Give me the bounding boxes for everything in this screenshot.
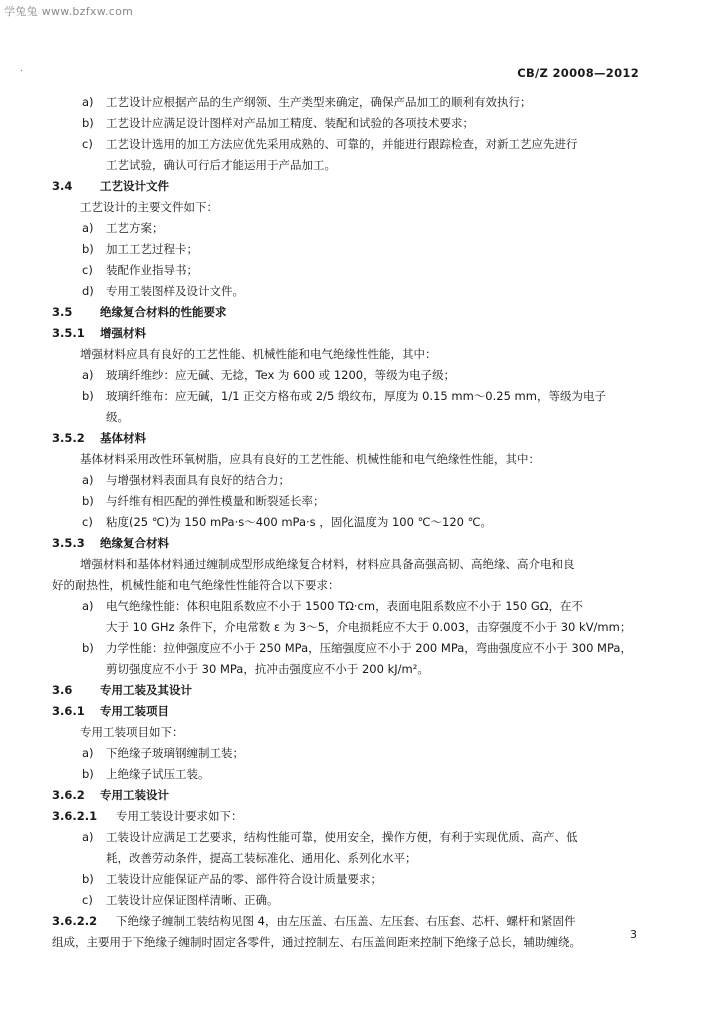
list-item-continuation: 剪切强度应不小于 30 MPa，抗冲击强度应不小于 200 kJ/m²。 — [106, 662, 429, 676]
section-paragraph-3-6-2-2: 3.6.2.2 下绝缘子缠制工装结构见图 4，由左压盖、右压盖、左压套、右压套、芯杆、螺杆和紧固件 — [52, 914, 576, 928]
list-item: a) 电气绝缘性能：体积电阻系数应不小于 1500 TΩ·cm，表面电阻系数应不小于 150 GΩ，在不 — [82, 599, 584, 613]
section-heading-3-5-1: 3.5.1 增强材料 — [52, 326, 146, 340]
paragraph-continuation: 好的耐热性，机械性能和电气绝缘性性能符合以下要求： — [52, 578, 340, 592]
paragraph: 增强材料应具有良好的工艺性能、机械性能和电气绝缘性性能，其中： — [80, 347, 437, 361]
list-item: a) 工艺设计应根据产品的生产纲领、生产类型来确定，确保产品加工的顺利有效执行； — [82, 95, 532, 109]
list-item: c) 装配作业指导书； — [82, 263, 198, 277]
section-heading-3-4: 3.4 工艺设计文件 — [52, 179, 169, 193]
list-item: c) 粘度(25 ℃)为 150 mPa·s～400 mPa·s ，固化温度为 100 ℃～120 ℃。 — [82, 515, 493, 529]
section-heading-3-5: 3.5 绝缘复合材料的性能要求 — [52, 305, 227, 319]
list-item: b) 与纤维有相匹配的弹性模量和断裂延长率； — [82, 494, 325, 508]
paragraph-continuation: 组成，主要用于下绝缘子缠制时固定各零件，通过控制左、右压盖间距来控制下绝缘子总长，辅助缠绕。 — [52, 935, 581, 949]
paragraph: 工艺设计的主要文件如下： — [80, 200, 218, 214]
list-item: d) 专用工装图样及设计文件。 — [82, 284, 244, 298]
document-body — [0, 92, 717, 953]
list-item: b) 力学性能：拉伸强度应不小于 250 MPa，压缩强度应不小于 200 MPa，弯曲强度应不小于 300 MPa， — [82, 641, 632, 655]
list-item-continuation: 级。 — [106, 410, 129, 424]
section-heading-3-6-2: 3.6.2 专用工装设计 — [52, 788, 169, 802]
list-item: a) 与增强材料表面具有良好的结合力； — [82, 473, 290, 487]
section-heading-3-5-2: 3.5.2 基体材料 — [52, 431, 146, 445]
list-item: b) 工艺设计应满足设计图样对产品加工精度、装配和试验的各项技术要求； — [82, 116, 474, 130]
section-heading-3-6: 3.6 专用工装及其设计 — [52, 683, 192, 697]
list-item-continuation: 工艺试验，确认可行后才能运用于产品加工。 — [106, 158, 336, 172]
list-item-continuation: 大于 10 GHz 条件下，介电常数 ε 为 3～5，介电损耗应不大于 0.003，击穿强度不小于 30 kV/mm； — [106, 620, 632, 634]
watermark: 学兔兔 www.bzfxw.com — [4, 5, 134, 18]
list-item: b) 加工工艺过程卡； — [82, 242, 198, 256]
section-heading-3-6-1: 3.6.1 专用工装项目 — [52, 704, 169, 718]
list-item: b) 工装设计应能保证产品的零、部件符合设计质量要求； — [82, 872, 382, 886]
paragraph: 增强材料和基体材料通过缠制成型形成绝缘复合材料，材料应具备高强高韧、高绝缘、高介电和良 — [80, 557, 575, 571]
list-item: a) 工装设计应满足工艺要求，结构性能可靠，使用安全，操作方便，有利于实现优质、高产、低 — [82, 830, 578, 844]
paragraph: 基体材料采用改性环氧树脂，应具有良好的工艺性能、机械性能和电气绝缘性性能，其中： — [80, 452, 540, 466]
section-heading-3-5-3: 3.5.3 绝缘复合材料 — [52, 536, 169, 550]
list-item: c) 工艺设计选用的加工方法应优先采用成熟的、可靠的，并能进行跟踪检查，对新工艺应先进行 — [82, 137, 578, 151]
list-item: b) 上绝缘子试压工装。 — [82, 767, 210, 781]
list-item: b) 玻璃纤维布：应无碱，1/1 正交方格布或 2/5 缎纹布，厚度为 0.15 mm～0.25 mm，等级为电子 — [82, 389, 606, 403]
list-item: a) 工艺方案； — [82, 221, 164, 235]
standard-code: CB/Z 20008—2012 — [517, 66, 639, 80]
section-heading-3-6-2-1: 3.6.2.1 专用工装设计要求如下： — [52, 809, 243, 823]
paragraph: 专用工装项目如下： — [80, 725, 184, 739]
list-item: a) 下绝缘子玻璃钢缠制工装； — [82, 746, 244, 760]
page-number: 3 — [630, 928, 637, 941]
list-item-continuation: 耗，改善劳动条件，提高工装标准化、通用化、系列化水平； — [106, 851, 417, 865]
list-item: c) 工装设计应保证图样清晰、正确。 — [82, 893, 279, 907]
corner-mark: · — [20, 66, 24, 77]
list-item: a) 玻璃纤维纱：应无碱、无捻，Tex 为 600 或 1200，等级为电子级； — [82, 368, 456, 382]
